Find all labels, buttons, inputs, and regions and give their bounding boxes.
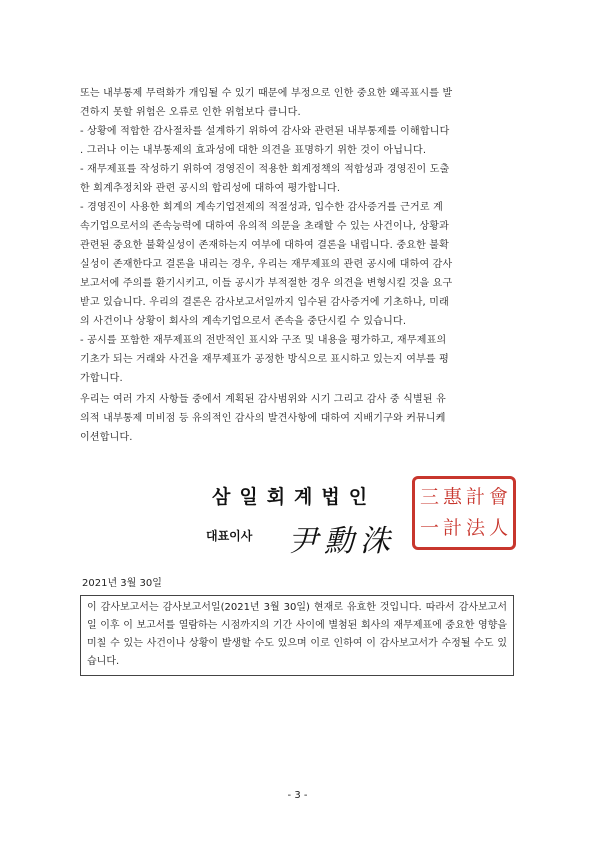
body-line: 가합니다. xyxy=(80,373,123,384)
representative-title: 대표이사 xyxy=(206,529,253,543)
body-line: - 상황에 적합한 감사절차를 설계하기 위하여 감사와 관련된 내부통제를 이해합니다 xyxy=(80,126,450,137)
seal-glyph: 會 xyxy=(488,486,508,508)
body-line: - 공시를 포함한 재무제표의 전반적인 표시와 구조 및 내용을 평가하고, 재무제표의 xyxy=(80,335,447,346)
body-line: 또는 내부통제 무력화가 개입될 수 있기 때문에 부정으로 인한 중요한 왜곡표시를 발 xyxy=(80,88,453,99)
body-line: . 그러나 이는 내부통제의 효과성에 대한 의견을 표명하기 위한 것이 아닙니다. xyxy=(80,145,427,156)
body-line: 실성이 존재한다고 결론을 내리는 경우, 우리는 재무제표의 관련 공시에 대하여 감사 xyxy=(80,259,453,270)
audit-procedures-text xyxy=(80,84,520,388)
body-line: 한 회계추정치와 관련 공시의 합리성에 대하여 평가합니다. xyxy=(80,183,341,194)
seal-glyph: 法 xyxy=(465,517,485,539)
body-line: 보고서에 주의를 환기시키고, 이들 공시가 부적절한 경우 의견을 변형시킬 것을 요구 xyxy=(80,278,453,289)
body-line: 의적 내부통제 미비점 등 유의적인 감사의 발견사항에 대하여 지배기구와 커뮤니케 xyxy=(80,413,446,424)
body-line: 관련된 중요한 불확실성이 존재하는지 여부에 대하여 결론을 내립니다. 중요한 불확 xyxy=(80,240,450,251)
body-line: 의 사건이나 상황이 회사의 계속기업으로서 존속을 중단시킬 수 있습니다. xyxy=(80,316,407,327)
seal-glyph: 人 xyxy=(488,517,508,539)
body-line: 이션합니다. xyxy=(80,432,133,443)
body-line: 견하지 못할 위험은 오류로 인한 위험보다 큽니다. xyxy=(80,107,301,118)
seal-glyph: 計 xyxy=(465,486,485,508)
seal-glyph: 惠 xyxy=(442,486,462,508)
page-number: - 3 - xyxy=(287,790,308,801)
seal-glyph: 計 xyxy=(442,517,462,539)
seal-glyph: 三 xyxy=(419,486,439,508)
body-line: 기초가 되는 거래와 사건을 재무제표가 공정한 방식으로 표시하고 있는지 여부를 평 xyxy=(80,354,450,365)
governance-communication-text xyxy=(80,390,520,447)
validity-notice-box: 이 감사보고서는 감사보고서일(2021년 3월 30일) 현재로 유효한 것입니다. 따라서 감사보고서일 이후 이 보고서를 열람하는 시점까지의 기간 사이에 별첨된 회사의 재무제표에 중요한 영향을 미칠 수 있는 사건이나 상황이 발생할 수도 있으며 이로 인하여 이 감사보고서가 수정될 수도 있습니다. xyxy=(80,595,514,676)
representative-signature: 尹勳洙 xyxy=(288,524,396,559)
firm-name: 삼일회계법인 xyxy=(212,486,377,508)
seal-glyph: 一 xyxy=(419,517,439,539)
body-line: 받고 있습니다. 우리의 결론은 감사보고서일까지 입수된 감사증거에 기초하나, 미래 xyxy=(80,297,450,308)
body-line: 속기업으로서의 존속능력에 대하여 유의적 의문을 초래할 수 있는 사건이나, 상황과 xyxy=(80,221,450,232)
company-seal-stamp xyxy=(412,476,516,550)
body-line: - 재무제표를 작성하기 위하여 경영진이 적용한 회계정책의 적합성과 경영진이 도출 xyxy=(80,164,450,175)
report-date: 2021년 3월 30일 xyxy=(82,578,162,589)
body-line: 우리는 여러 가지 사항들 중에서 계획된 감사범위와 시기 그리고 감사 중 식별된 유 xyxy=(80,394,446,405)
body-line: - 경영진이 사용한 회계의 계속기업전제의 적절성과, 입수한 감사증거를 근거로 계 xyxy=(80,202,443,213)
